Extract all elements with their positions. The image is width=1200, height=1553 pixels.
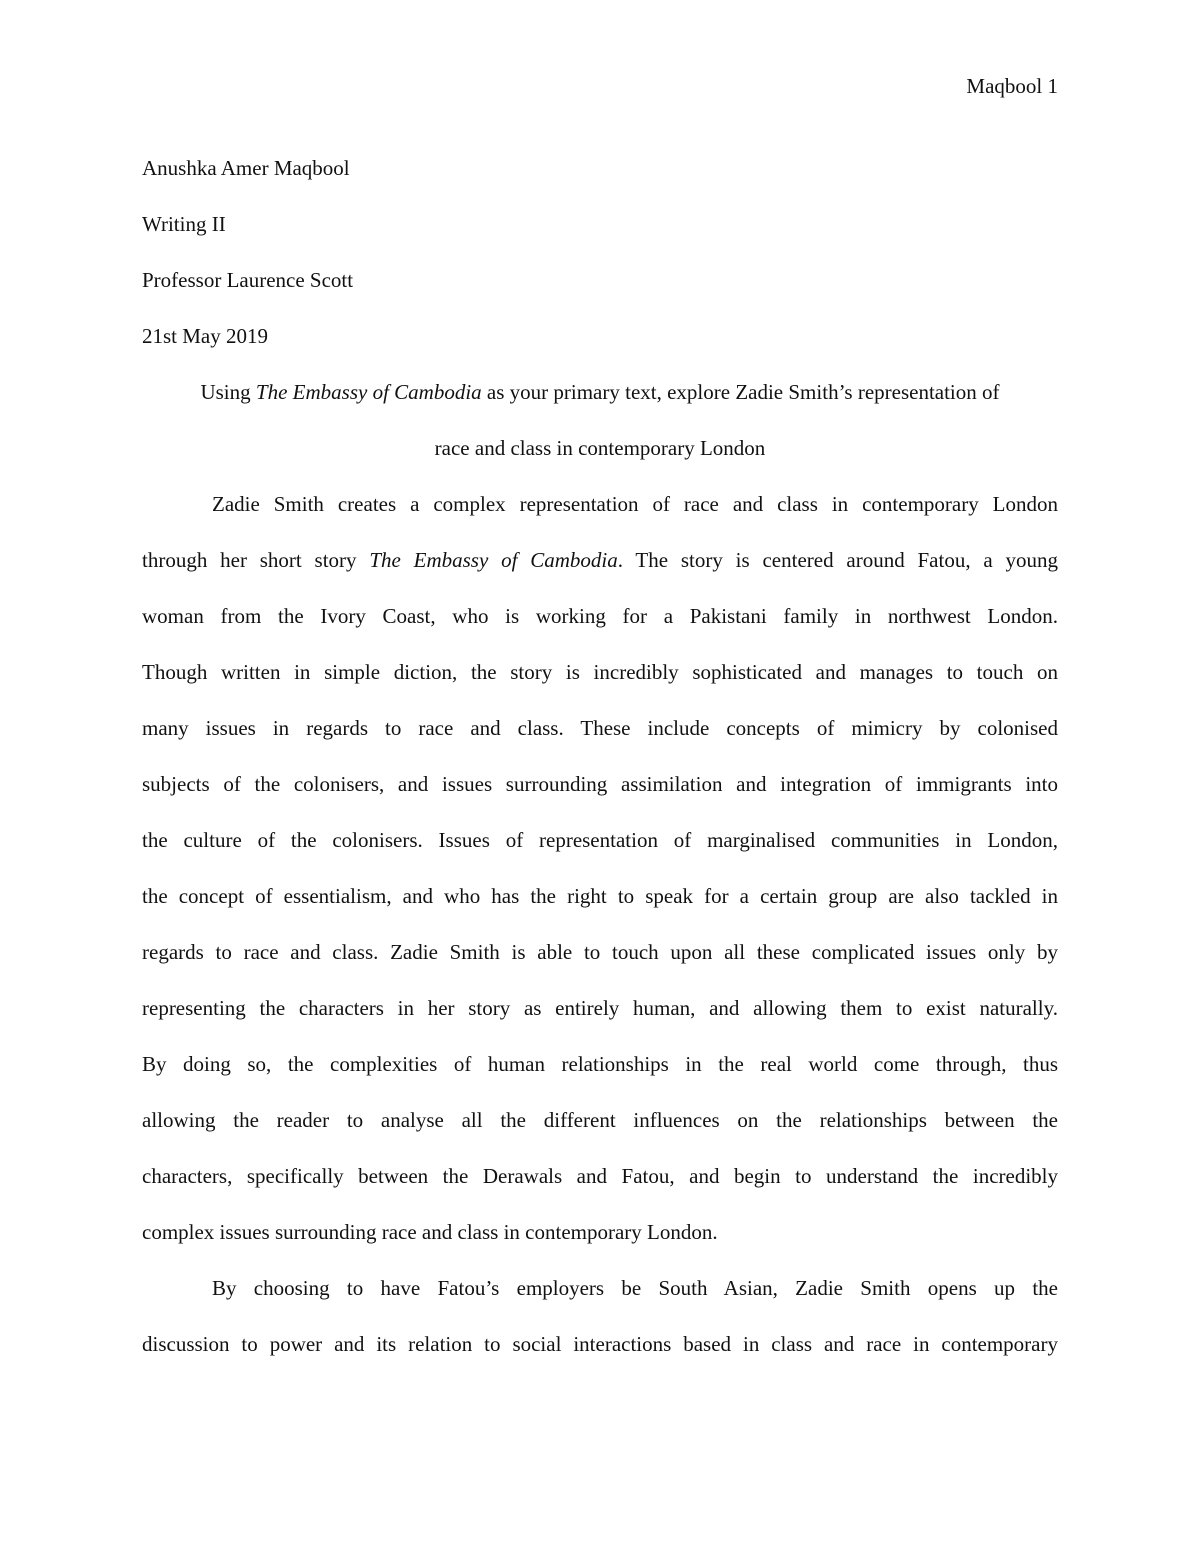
paragraph-1-line-1: Zadie Smith creates a complex representation of race and class in contemporary London (212, 492, 1058, 516)
p1-l2-italic: The Embassy of Cambodia (369, 548, 618, 572)
paragraph-1-line-10: representing the characters in her story as entirely human, and allowing them to exist naturally. (142, 996, 1058, 1020)
submission-date: 21st May 2019 (142, 324, 268, 348)
author-name: Anushka Amer Maqbool (142, 156, 350, 180)
paragraph-1-line-11: By doing so, the complexities of human relationships in the real world come through, thus (142, 1052, 1058, 1076)
paragraph-1-line-4: Though written in simple diction, the story is incredibly sophisticated and manages to touch on (142, 660, 1058, 684)
paragraph-1-line-9: regards to race and class. Zadie Smith is able to touch upon all these complicated issues only by (142, 940, 1058, 964)
paragraph-1-line-2 (142, 532, 1058, 588)
paragraph-1-line-6: subjects of the colonisers, and issues surrounding assimilation and integration of immigrants into (142, 772, 1058, 796)
p1-l2-pre: through her short story (142, 548, 370, 572)
title-text-pre: Using (200, 380, 256, 404)
paragraph-1-line-12: allowing the reader to analyse all the different influences on the relationships between the (142, 1108, 1058, 1132)
paragraph-1-line-8: the concept of essentialism, and who has the right to speak for a certain group are also tackled in (142, 884, 1058, 908)
paragraph-1-line-3: woman from the Ivory Coast, who is working for a Pakistani family in northwest London. (142, 604, 1058, 628)
document-body (142, 140, 1058, 1372)
title-text-italic: The Embassy of Cambodia (255, 380, 482, 404)
paragraph-1-line-13: characters, specifically between the Derawals and Fatou, and begin to understand the incredibly (142, 1164, 1058, 1188)
paragraph-2-line-1: By choosing to have Fatou’s employers be South Asian, Zadie Smith opens up the (212, 1276, 1058, 1300)
professor-name: Professor Laurence Scott (142, 268, 354, 292)
essay-title-line-2: race and class in contemporary London (434, 436, 766, 460)
p1-l2-post: . The story is centered around Fatou, a young (617, 548, 1058, 572)
essay-title-line-1 (142, 364, 1058, 420)
course-name: Writing II (142, 212, 226, 236)
paragraph-2-line-2: discussion to power and its relation to social interactions based in class and race in contemporary (142, 1332, 1058, 1356)
paragraph-1-line-14: complex issues surrounding race and class in contemporary London. (142, 1220, 718, 1244)
paragraph-1-line-7: the culture of the colonisers. Issues of representation of marginalised communities in London, (142, 828, 1058, 852)
title-text-post: as your primary text, explore Zadie Smith’s representation of (481, 380, 1000, 404)
running-head: Maqbool 1 (966, 74, 1058, 98)
paragraph-1-line-5: many issues in regards to race and class. These include concepts of mimicry by colonised (142, 716, 1058, 740)
